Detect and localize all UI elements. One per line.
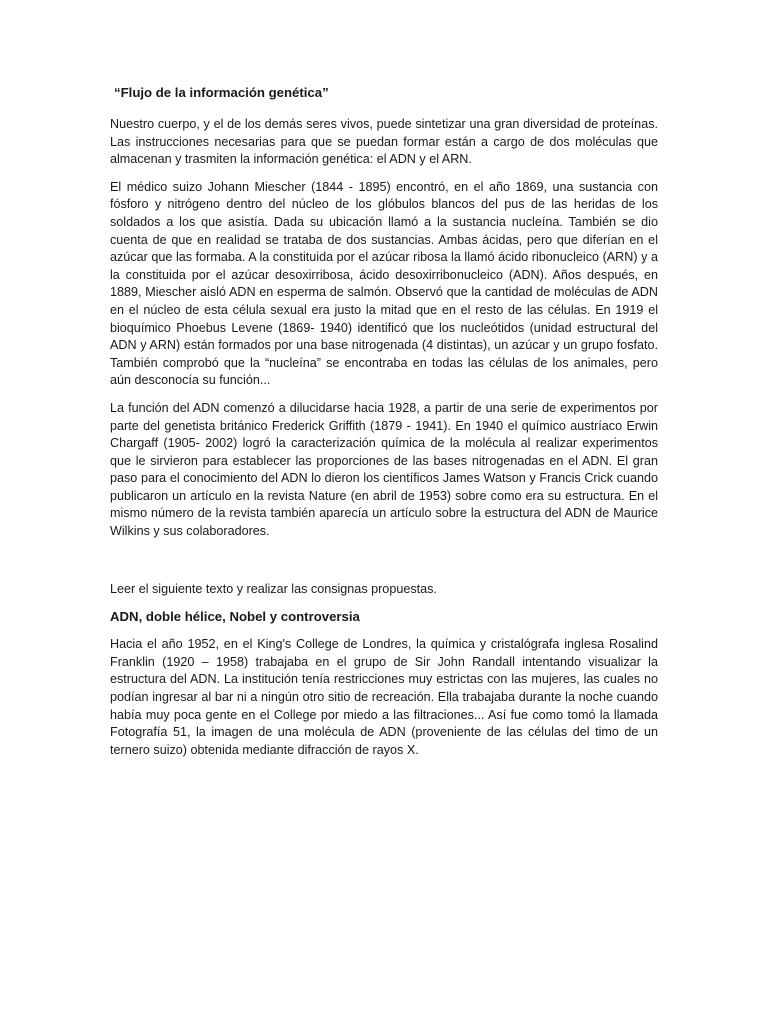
document-title: “Flujo de la información genética”: [114, 85, 329, 100]
paragraph-dna-function: La función del ADN comenzó a dilucidarse hacia 1928, a partir de una serie de experimentos por parte del genetista británico Frederick Griffith (1879 - 1941). En 1940 el químico austríaco Erwin Chargaff (1905- 2002) logró la caracterización química de la molécula al realizar experimentos que le sirvieron para establecer las proporciones de las bases nitrogenadas en el ADN. El gran paso para el conocimiento del ADN lo dieron los científicos James Watson y Francis Crick cuando publicaron un artículo en la revista Nature (en abril de 1953) sobre como era su estructura. En el mismo número de la revista también aparecía un artículo sobre la estructura del ADN de Maurice Wilkins y sus colaboradores.: [110, 400, 658, 539]
paragraph-miescher: El médico suizo Johann Miescher (1844 - 1895) encontró, en el año 1869, una sustancia con fósforo y nitrógeno dentro del núcleo de los glóbulos blancos del pus de las heridas de los soldados a los que asistía. Dada su ubicación llamó a la sustancia nucleína. También se dio cuenta de que en realidad se trataba de dos sustancias. Ambas ácidas, pero que diferían en el azúcar que las formaba. A la constituida por el azúcar ribosa la llamó ácido ribonucleico (ARN) y a la constituida por el azúcar desoxirribosa, ácido desoxirribonucleico (ADN). Años después, en 1889, Miescher aisló ADN en esperma de salmón. Observó que la cantidad de moléculas de ADN en el núcleo de esta célula sexual era justo la mitad que en el resto de las células. En 1919 el bioquímico Phoebus Levene (1869- 1940) identificó que los nucleótidos (unidad estructural del ADN y ARN) están formados por una base nitrogenada (4 distintas), un azúcar y un grupo fosfato. También comprobó que la “nucleína” se encontraba en todas las células de los animales, pero aún desconocía su función...: [110, 179, 658, 388]
reading-instruction: Leer el siguiente texto y realizar las consignas propuestas.: [110, 581, 437, 596]
paragraph-franklin: Hacia el año 1952, en el King's College de Londres, la química y cristalógrafa inglesa Rosalind Franklin (1920 – 1958) trabajaba en el grupo de Sir John Randall intentando visualizar la estructura del ADN. La institución tenía restricciones muy estrictas con las mujeres, las cuales no podían ingresar al bar ni a ningún otro sitio de recreación. Ella trabajaba durante la noche cuando había muy poca gente en el College por miedo a las filtraciones... Así fue como tomó la llamada Fotografía 51, la imagen de una molécula de ADN (proveniente de las células del timo de un ternero suizo) obtenida mediante difracción de rayos X.: [110, 637, 658, 757]
paragraph-intro: Nuestro cuerpo, y el de los demás seres vivos, puede sintetizar una gran diversidad de proteínas. Las instrucciones necesarias para que se puedan formar están a cargo de dos moléculas que almacenan y trasmiten la información genética: el ADN y el ARN.: [110, 117, 658, 167]
document-page: [110, 84, 658, 769]
section-spacer: [110, 551, 658, 581]
section-subtitle: ADN, doble hélice, Nobel y controversia: [110, 609, 360, 625]
